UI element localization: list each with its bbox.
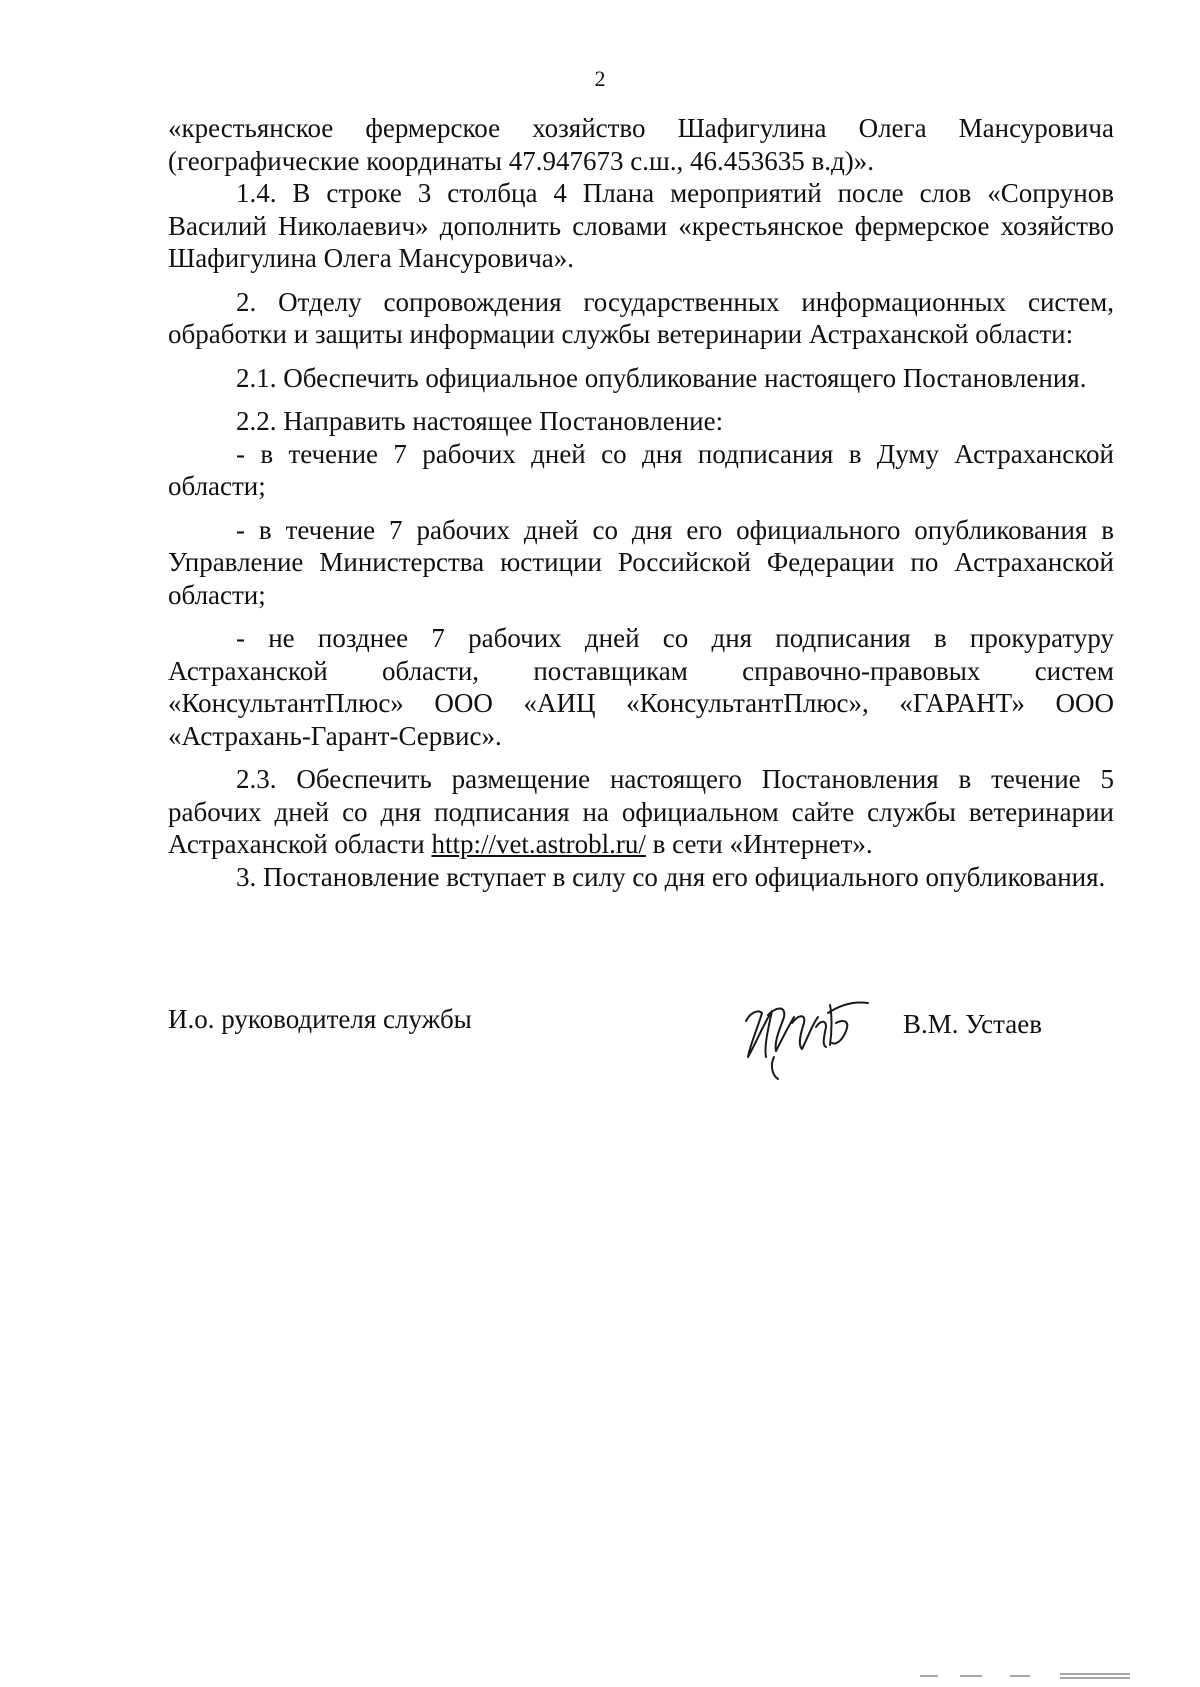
page-number: 2	[594, 66, 606, 91]
paragraph-2-2: 2.2. Направить настоящее Постановление:	[236, 406, 724, 436]
signature-block	[168, 1003, 1114, 1083]
paragraph-2-3-text-after: в сети «Интернет».	[645, 829, 873, 859]
website-link[interactable]: http://vet.astrobl.ru/	[431, 829, 646, 859]
list-item-prosecutor: - не позднее 7 рабочих дней со дня подписания в прокуратуру Астраханской области, поставщикам справочно-правовых систем «КонсультантПлюс» ООО «АИЦ «КонсультантПлюс», «ГАРАНТ» ООО «Астрахань-Гарант-Сервис».	[168, 623, 1114, 751]
paragraph-2-1: 2.1. Обеспечить официальное опубликование настоящего Постановления.	[236, 362, 1087, 393]
list-item-duma: - в течение 7 рабочих дней со дня подписания в Думу Астраханской области;	[168, 438, 1114, 501]
signatory-position: И.о. руководителя службы	[168, 1004, 472, 1034]
paragraph-2-3	[168, 763, 1114, 861]
document-body	[168, 112, 1114, 904]
paragraph-2-3-text-before: 2.3. Обеспечить размещение настоящего Постановления в течение 5 рабочих дней со дня подписания на официальном сайте службы ветеринарии Астраханской области	[168, 764, 1114, 859]
paragraph-2: 2. Отделу сопровождения государственных информационных систем, обработки и защиты информации службы ветеринарии Астраханской области:	[168, 286, 1114, 349]
list-item-justice-ministry: - в течение 7 рабочих дней со дня его официального опубликования в Управление Министерства юстиции Российской Федерации по Астраханской области;	[168, 514, 1114, 610]
scan-artifact-marks	[920, 1672, 1140, 1680]
paragraph-coordinates: «крестьянское фермерское хозяйство Шафигулина Олега Мансуровича (географические координаты 47.947673 с.ш., 46.453635 в.д)».	[168, 113, 1114, 176]
paragraph-1-4: 1.4. В строке 3 столбца 4 Плана мероприятий после слов «Сопрунов Василий Николаевич» дополнить словами «крестьянское фермерское хозяйство Шафигулина Олега Мансуровича».	[168, 178, 1114, 273]
paragraph-3: 3. Постановление вступает в силу со дня его официального опубликования.	[236, 861, 1106, 892]
signatory-name: В.М. Устаев	[903, 1009, 1042, 1039]
handwritten-signature	[728, 983, 878, 1093]
